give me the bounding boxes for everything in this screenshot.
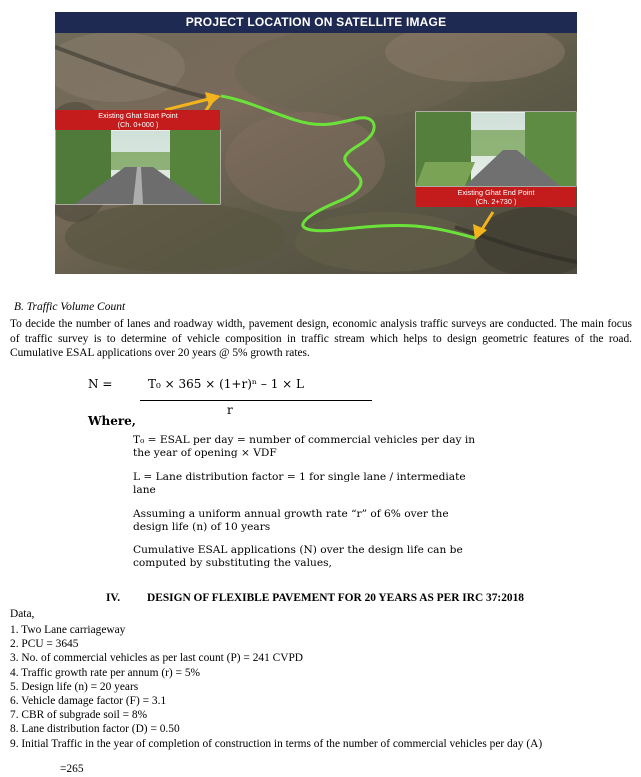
list-item: 8. Lane distribution factor (D) = 0.50 (10, 723, 180, 736)
definition-l: L = Lane distribution factor = 1 for single lane / intermediate lane (133, 471, 466, 496)
start-point-label-line1: Existing Ghat Start Point (98, 111, 178, 120)
figure-title: PROJECT LOCATION ON SATELLITE IMAGE (55, 12, 577, 33)
end-photo (416, 112, 576, 186)
section-iv-title: DESIGN OF FLEXIBLE PAVEMENT FOR 20 YEARS AS PER IRC 37:2018 (147, 592, 524, 604)
list-item: 6. Vehicle damage factor (F) = 3.1 (10, 695, 167, 708)
end-point-label (416, 187, 576, 207)
fraction-bar (140, 400, 372, 401)
satellite-figure (55, 12, 577, 274)
start-point-label-line2: (Ch. 0+000 ) (117, 120, 159, 129)
end-point-label-line1: Existing Ghat End Point (457, 188, 535, 197)
list-item: 9. Initial Traffic in the year of completion of construction in terms of the number of commercial vehicles per day (A) (10, 737, 543, 750)
list-item-9-value: =265 (60, 763, 84, 775)
list-item: 5. Design life (n) = 20 years (10, 680, 139, 693)
equation-lhs: N = (88, 377, 113, 391)
list-item: 7. CBR of subgrade soil = 8% (10, 709, 148, 722)
section-b-paragraph: To decide the number of lanes and roadway width, pavement design, economic analysis traffic surveys are conducted. The main focus of traffic survey is to determine of vehicle composition in traffic stream which helps to design geometric features of the road. Cumulative ESAL applications over 20 years @ 5% growth rates. (10, 318, 632, 359)
section-iv-number: IV. (106, 592, 121, 604)
data-list (10, 623, 542, 751)
list-item: 4. Traffic growth rate per annum (r) = 5% (10, 666, 200, 679)
data-label: Data, (10, 608, 35, 620)
definition-n: Cumulative ESAL applications (N) over the design life can be computed by substituting the values, (133, 544, 463, 569)
start-point-label (56, 110, 220, 130)
definition-r: Assuming a uniform annual growth rate “r” of 6% over the design life (n) of 10 years (133, 508, 449, 533)
satellite-image (55, 12, 577, 274)
section-b-heading: B. Traffic Volume Count (14, 301, 126, 313)
where-label: Where, (88, 414, 136, 428)
list-item: 2. PCU = 3645 (10, 638, 79, 651)
list-item: 3. No. of commercial vehicles as per last count (P) = 241 CVPD (10, 652, 304, 665)
definition-t0: T₀ = ESAL per day = number of commercial vehicles per day in the year of opening × VDF (133, 434, 476, 459)
end-point-label-line2: (Ch. 2+730 ) (475, 197, 517, 206)
start-photo (56, 130, 220, 204)
equation-denominator: r (227, 403, 233, 417)
equation-numerator: T₀ × 365 × (1+r)ⁿ – 1 × L (148, 377, 304, 391)
list-item: 1. Two Lane carriageway (10, 624, 126, 636)
